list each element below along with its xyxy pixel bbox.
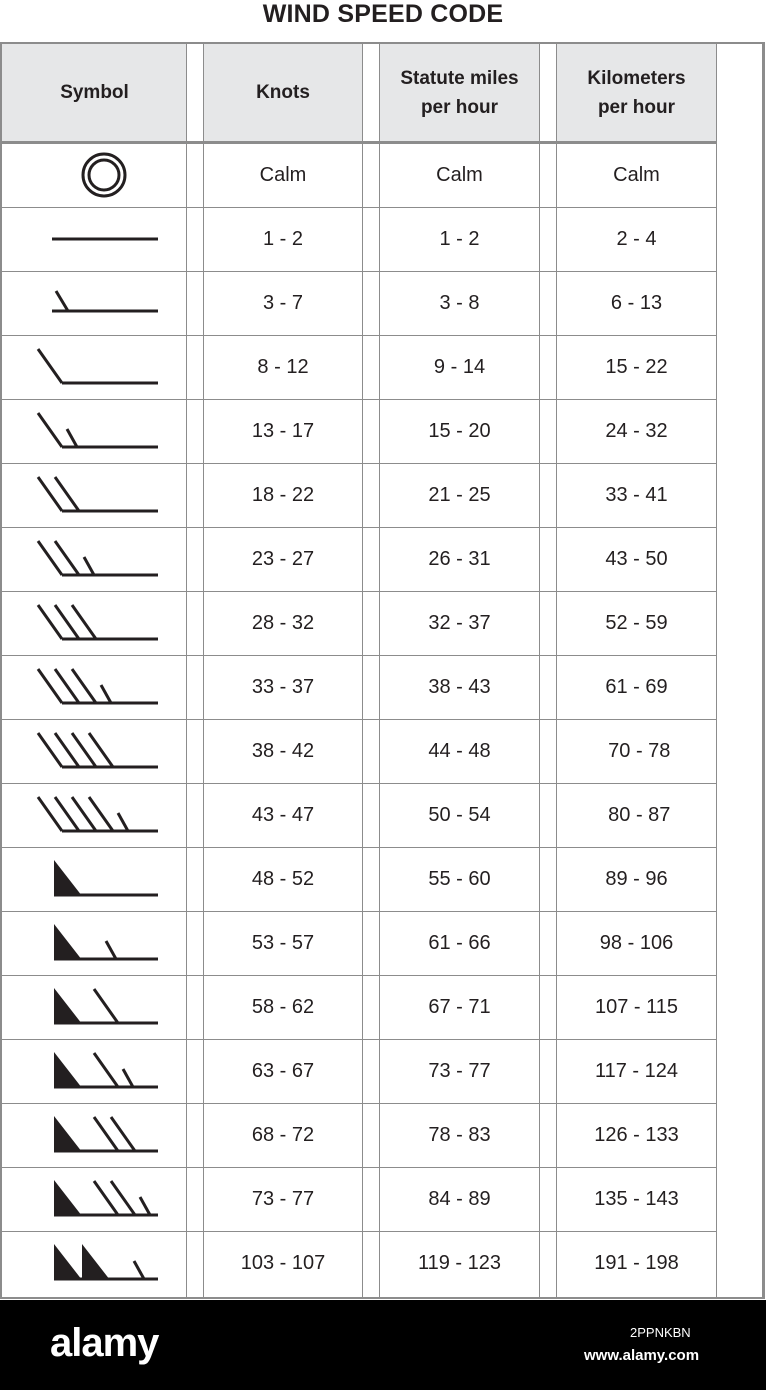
- mph-cell: 44 - 48: [428, 739, 491, 762]
- knots-cell: 58 - 62: [251, 995, 315, 1018]
- kmh-cell: 24 - 32: [605, 419, 668, 442]
- knots-cell: 8 - 12: [257, 355, 309, 378]
- mph-cell: 9 - 14: [433, 355, 486, 378]
- 2-barb-symbol: [30, 463, 165, 527]
- full-barb: [38, 349, 62, 383]
- symbol-cell: [30, 911, 165, 975]
- knots-cell: 3 - 7: [262, 291, 304, 314]
- symbol-cell: [30, 527, 165, 591]
- knots-cell: 33 - 37: [251, 675, 315, 698]
- 4-barb-symbol: [30, 719, 165, 783]
- knots-cell: 63 - 67: [251, 1059, 315, 1082]
- 4.5-barb-symbol: [30, 783, 165, 847]
- header-symbol: Symbol: [60, 82, 129, 103]
- knots-cell: 53 - 57: [251, 931, 315, 954]
- kmh-cell: 126 - 133: [594, 1123, 679, 1146]
- mph-cell: 50 - 54: [428, 803, 491, 826]
- mph-cell: 26 - 31: [428, 547, 491, 570]
- knots-cell: Calm: [259, 163, 307, 186]
- mph-cell: 15 - 20: [428, 419, 491, 442]
- kmh-cell: 2 - 4: [616, 227, 657, 250]
- kmh-cell: 191 - 198: [594, 1251, 679, 1274]
- kmh-cell: 15 - 22: [605, 355, 668, 378]
- half-barb: [140, 1197, 150, 1215]
- half-barb: [67, 429, 77, 447]
- wind-pennant: [54, 1180, 82, 1216]
- 2.5-barb-symbol: [30, 527, 165, 591]
- kmh-cell: 135 - 143: [594, 1187, 679, 1210]
- kmh-cell: 52 - 59: [605, 611, 668, 634]
- 2-pennant-half-barb-symbol: [30, 1231, 165, 1295]
- calm-symbol: [30, 143, 165, 207]
- 1.5-barb-symbol: [30, 399, 165, 463]
- wind-pennant: [54, 1244, 82, 1280]
- symbol-cell: [30, 463, 165, 527]
- kmh-cell: 107 - 115: [594, 995, 679, 1018]
- column-divider: [716, 44, 717, 1297]
- knots-cell: 13 - 17: [251, 419, 315, 442]
- full-barb: [94, 1053, 118, 1087]
- wind-pennant: [82, 1244, 110, 1280]
- kmh-cell: 70 - 78: [602, 739, 671, 762]
- site-url: www.alamy.com: [584, 1347, 700, 1364]
- symbol-cell: [30, 1039, 165, 1103]
- half-barb: [84, 557, 94, 575]
- header-statute-mph: Statute miles per hour: [400, 67, 519, 118]
- knots-cell: 43 - 47: [251, 803, 315, 826]
- mph-cell: 67 - 71: [428, 995, 491, 1018]
- 3.5-barb-symbol: [30, 655, 165, 719]
- knots-cell: 48 - 52: [251, 867, 315, 890]
- half-barb: [106, 941, 116, 959]
- knots-cell: 68 - 72: [251, 1123, 315, 1146]
- half-barb: [134, 1261, 144, 1279]
- symbol-cell: [30, 271, 165, 335]
- wind-pennant: [54, 988, 82, 1024]
- half-barb: [101, 685, 111, 703]
- mph-cell: 61 - 66: [428, 931, 491, 954]
- 3-barb-symbol: [30, 591, 165, 655]
- pennant-2.5-barb-symbol: [30, 1167, 165, 1231]
- kmh-cell: 6 - 13: [610, 291, 663, 314]
- mph-cell: 38 - 43: [428, 675, 491, 698]
- pennant-1-barb-symbol: [30, 975, 165, 1039]
- symbol-cell: [30, 399, 165, 463]
- kmh-cell: Calm: [613, 163, 660, 186]
- knots-cell: 38 - 42: [251, 739, 315, 762]
- 1-barb-symbol: [30, 335, 165, 399]
- pennant-half-barb-symbol: [30, 911, 165, 975]
- mph-cell: 1 - 2: [439, 227, 480, 250]
- wind-pennant: [54, 924, 82, 960]
- knots-cell: 18 - 22: [251, 483, 315, 506]
- knots-cell: 73 - 77: [251, 1187, 315, 1210]
- mph-cell: 21 - 25: [428, 483, 491, 506]
- full-barb: [38, 413, 62, 447]
- wind-pennant: [54, 1116, 82, 1152]
- knots-cell: 23 - 27: [251, 547, 315, 570]
- half-barb-symbol: [30, 271, 165, 335]
- knots-cell: 1 - 2: [262, 227, 304, 250]
- symbol-cell: [30, 975, 165, 1039]
- watermark-footer: [0, 1300, 766, 1390]
- symbol-cell: [30, 591, 165, 655]
- pennant-1.5-barb-symbol: [30, 1039, 165, 1103]
- kmh-cell: 43 - 50: [605, 547, 668, 570]
- column-divider: [539, 44, 540, 1297]
- column-divider: [362, 44, 363, 1297]
- full-barb: [94, 989, 118, 1023]
- kmh-cell: 80 - 87: [602, 803, 671, 826]
- symbol-cell: [30, 207, 165, 271]
- alamy-logo: alamy: [50, 1321, 159, 1365]
- pennant-symbol: [30, 847, 165, 911]
- mph-cell: 84 - 89: [428, 1187, 491, 1210]
- symbol-cell: [30, 1167, 165, 1231]
- half-barb: [118, 813, 128, 831]
- mph-cell: 3 - 8: [439, 291, 480, 314]
- mph-cell: 78 - 83: [428, 1123, 491, 1146]
- page-title: WIND SPEED CODE: [262, 0, 504, 28]
- half-barb: [56, 291, 68, 311]
- knots-cell: 103 - 107: [240, 1251, 326, 1274]
- wind-pennant: [54, 860, 82, 896]
- calm-inner-circle: [89, 160, 119, 190]
- symbol-cell: [30, 719, 165, 783]
- mph-cell: 119 - 123: [417, 1251, 502, 1274]
- symbol-cell: [30, 655, 165, 719]
- pennant-2-barb-symbol: [30, 1103, 165, 1167]
- mph-cell: Calm: [436, 163, 483, 186]
- symbol-cell: [30, 847, 165, 911]
- kmh-cell: 98 - 106: [599, 931, 674, 954]
- column-divider: [186, 44, 187, 1297]
- header-kmh: Kilometers per hour: [587, 67, 686, 118]
- symbol-cell: [30, 335, 165, 399]
- symbol-cell: [30, 1103, 165, 1167]
- symbol-cell: [30, 143, 165, 207]
- mph-cell: 55 - 60: [428, 867, 491, 890]
- kmh-cell: 61 - 69: [605, 675, 668, 698]
- symbol-cell: [30, 783, 165, 847]
- image-id: 2PPNKBN: [630, 1325, 691, 1340]
- symbol-cell: [30, 1231, 165, 1295]
- knots-cell: 28 - 32: [251, 611, 315, 634]
- half-barb: [123, 1069, 133, 1087]
- shaft-only-symbol: [30, 207, 165, 271]
- kmh-cell: 33 - 41: [605, 483, 668, 506]
- mph-cell: 73 - 77: [428, 1059, 491, 1082]
- mph-cell: 32 - 37: [428, 611, 491, 634]
- wind-pennant: [54, 1052, 82, 1088]
- kmh-cell: 89 - 96: [605, 867, 668, 890]
- kmh-cell: 117 - 124: [594, 1059, 679, 1082]
- header-knots: Knots: [256, 82, 310, 103]
